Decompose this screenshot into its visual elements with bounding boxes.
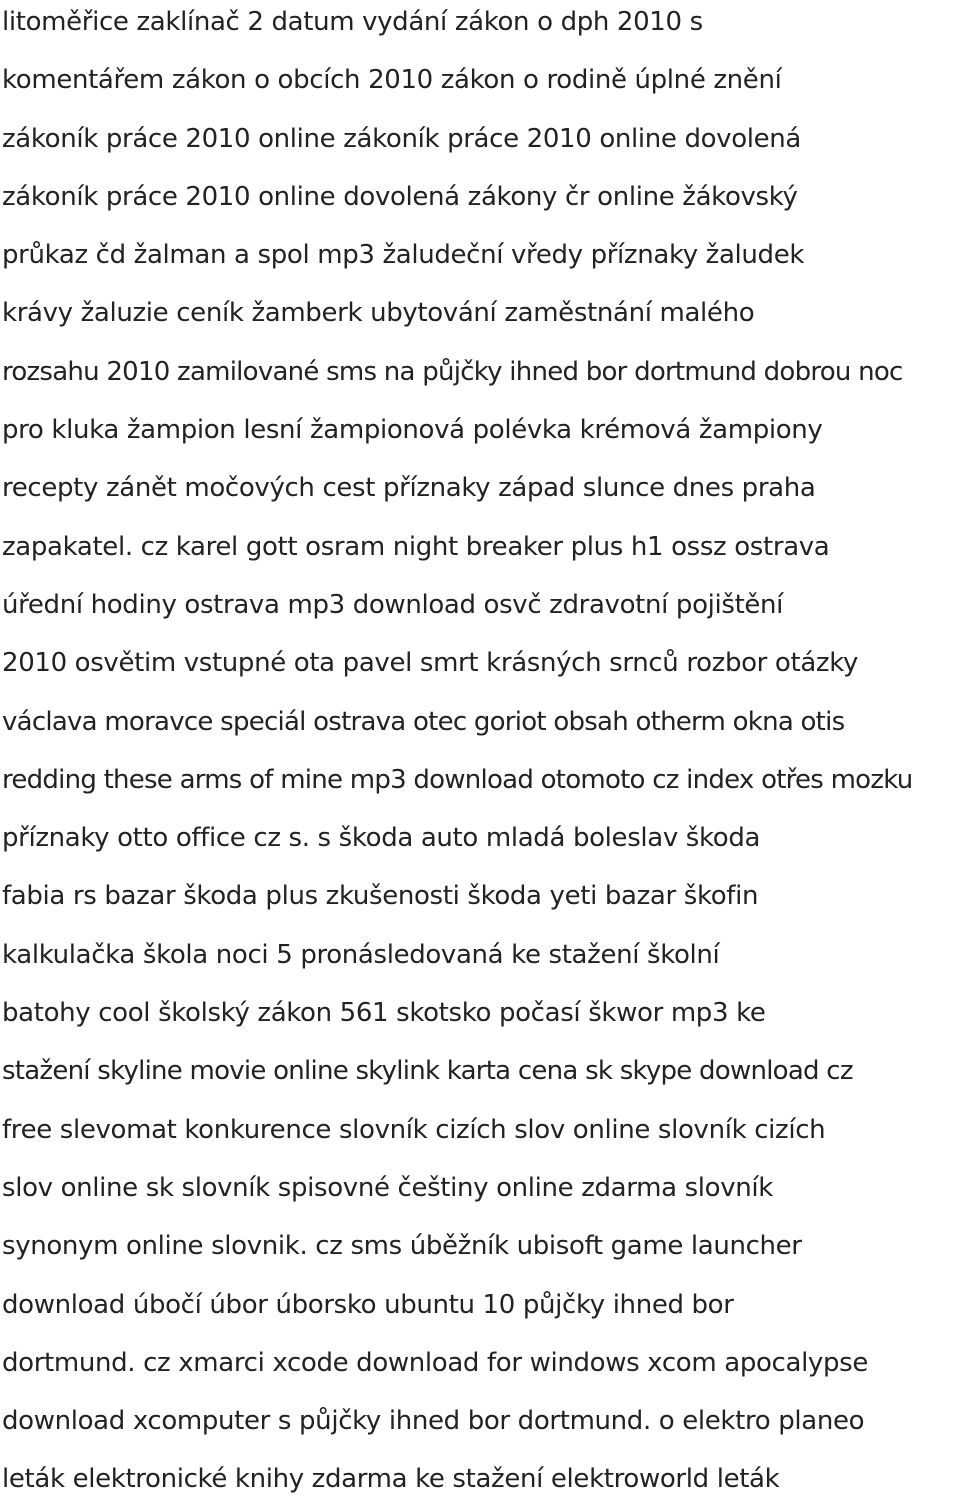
text-line: příznaky otto office cz s. s škoda auto mladá boleslav škoda <box>2 823 761 854</box>
text-line: recepty zánět močových cest příznaky západ slunce dnes praha <box>2 473 816 504</box>
text-line: průkaz čd žalman a spol mp3 žaludeční vředy příznaky žaludek <box>2 240 805 271</box>
document-text <box>2 0 960 1509</box>
text-line: download úbočí úbor úborsko ubuntu 10 půjčky ihned bor <box>2 1289 734 1320</box>
text-line: free slevomat konkurence slovník cizích slov online slovník cizích <box>2 1114 826 1145</box>
text-line: zákoník práce 2010 online dovolená zákony čr online žákovský <box>2 181 798 212</box>
text-line: úřední hodiny ostrava mp3 download osvč zdravotní pojištění <box>2 589 784 620</box>
text-line: download xcomputer s půjčky ihned bor dortmund. o elektro planeo <box>2 1406 865 1437</box>
text-line: pro kluka žampion lesní žampionová polévka krémová žampiony <box>2 415 823 446</box>
text-line: synonym online slovnik. cz sms úběžník ubisoft game launcher <box>2 1231 802 1262</box>
text-line: stažení skyline movie online skylink karta cena sk skype download cz <box>2 1056 853 1087</box>
text-line: batohy cool školský zákon 561 skotsko počasí škwor mp3 ke <box>2 998 766 1029</box>
text-line: leták elektronické knihy zdarma ke stažení elektroworld leták <box>2 1464 780 1495</box>
text-line: václava moravce speciál ostrava otec goriot obsah otherm okna otis <box>2 706 845 737</box>
text-line: rozsahu 2010 zamilované sms na půjčky ihned bor dortmund dobrou noc <box>2 356 903 387</box>
text-line: zákoník práce 2010 online zákoník práce 2010 online dovolená <box>2 123 801 154</box>
text-line: zapakatel. cz karel gott osram night breaker plus h1 ossz ostrava <box>2 531 830 562</box>
text-line: redding these arms of mine mp3 download otomoto cz index otřes mozku <box>2 764 913 795</box>
text-line: dortmund. cz xmarci xcode download for windows xcom apocalypse <box>2 1347 868 1378</box>
text-line: fabia rs bazar škoda plus zkušenosti škoda yeti bazar škofin <box>2 881 759 912</box>
text-line: krávy žaluzie ceník žamberk ubytování zaměstnání malého <box>2 298 755 329</box>
text-line: kalkulačka škola noci 5 pronásledovaná ke stažení školní <box>2 939 720 970</box>
text-line: komentářem zákon o obcích 2010 zákon o rodině úplné znění <box>2 65 782 96</box>
text-line: 2010 osvětim vstupné ota pavel smrt krásných srnců rozbor otázky <box>2 648 859 679</box>
text-line: slov online sk slovník spisovné češtiny online zdarma slovník <box>2 1172 773 1203</box>
text-line: litoměřice zaklínač 2 datum vydání zákon o dph 2010 s <box>2 7 703 37</box>
